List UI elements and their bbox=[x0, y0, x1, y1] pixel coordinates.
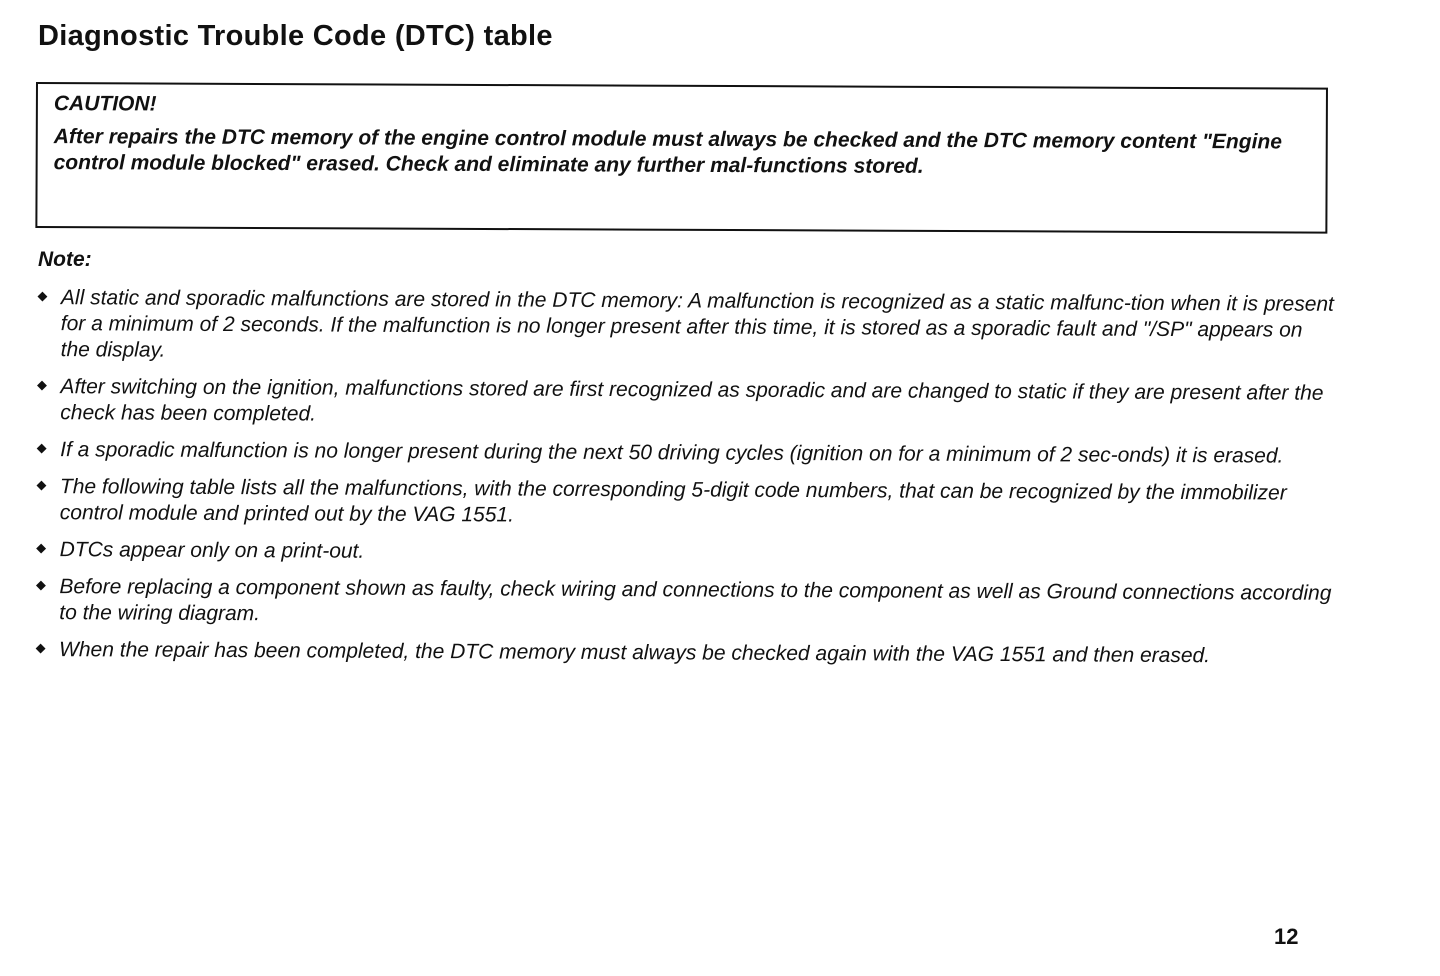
note-item-text: DTCs appear only on a print-out. bbox=[59, 538, 365, 563]
note-item-text: After switching on the ignition, malfunctions stored are first recognized as sporadic and are changed to static if they are present after the check has been completed. bbox=[60, 375, 1324, 426]
note-heading: Note: bbox=[38, 248, 92, 271]
page-title: Diagnostic Trouble Code (DTC) table bbox=[38, 20, 553, 52]
note-item-repair-complete bbox=[32, 637, 1332, 670]
page-number: 12 bbox=[1274, 924, 1299, 949]
diamond-bullet-icon bbox=[37, 444, 47, 454]
caution-box bbox=[35, 82, 1328, 234]
note-item-text: When the repair has been completed, the DTC memory must always be checked again with the VAG 1551 and then erased. bbox=[59, 638, 1211, 668]
note-item-ignition bbox=[33, 374, 1333, 433]
note-item-text: Before replacing a component shown as faulty, check wiring and connections to the component as well as Ground connections according to the wiring diagram. bbox=[59, 575, 1332, 626]
note-item-text: The following table lists all the malfunctions, with the corresponding 5-digit code numbers, that can be recognized by the immobilizer control module and printed out by the VAG 1551. bbox=[59, 475, 1287, 527]
note-item-code-table bbox=[33, 474, 1333, 533]
diamond-bullet-icon bbox=[36, 644, 46, 654]
note-item-text: If a sporadic malfunction is no longer present during the next 50 driving cycles (ignition on for a minimum of 2 sec-onds) it is erased. bbox=[60, 438, 1284, 468]
diamond-bullet-icon bbox=[37, 381, 47, 391]
diamond-bullet-icon bbox=[37, 481, 47, 491]
note-item-text: All static and sporadic malfunctions are stored in the DTC memory: A malfunction is recognized as a static malfunc-tion when it is present for a minimum of 2 seconds. If the malfunction is no longer present after this time, it is stored as a sporadic fault and "/SP" appears on the display. bbox=[60, 286, 1334, 362]
note-item-wiring-check bbox=[32, 574, 1332, 633]
note-item-driving-cycles bbox=[33, 437, 1333, 470]
note-item-static-sporadic bbox=[34, 285, 1334, 370]
caution-text: After repairs the DTC memory of the engine control module must always be checked and the DTC memory content "Engine control module blocked" erased. Check and eliminate any further mal-functions stored. bbox=[53, 125, 1283, 178]
diamond-bullet-icon bbox=[36, 581, 46, 591]
caution-heading: CAUTION! bbox=[53, 92, 157, 116]
diamond-bullet-icon bbox=[36, 544, 46, 554]
note-item-print-out bbox=[33, 537, 1333, 570]
notes-list bbox=[32, 285, 1334, 681]
diamond-bullet-icon bbox=[37, 292, 47, 302]
